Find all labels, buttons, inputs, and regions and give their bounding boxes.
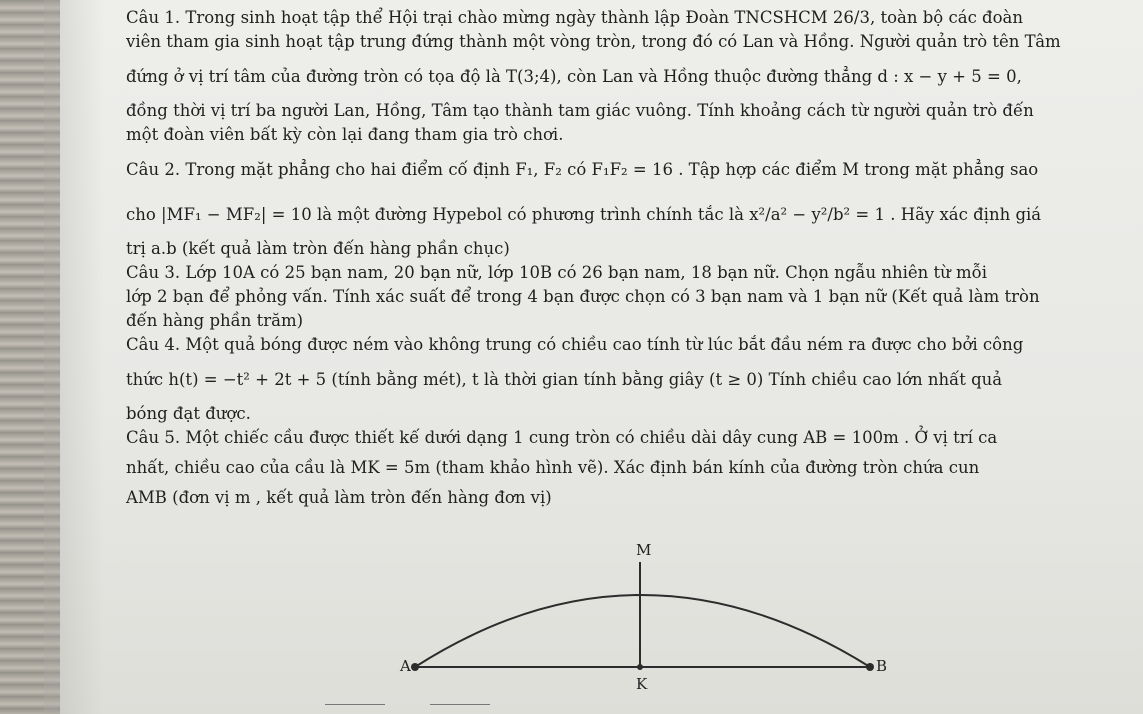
question-4-line-3: bóng đạt được.	[126, 404, 251, 423]
question-3-line-3: đến hàng phần trăm)	[126, 311, 304, 330]
bridge-arc-diagram	[360, 540, 920, 710]
question-2-line-2: cho |MF₁ − MF₂| = 10 là một đường Hypebol có phương trình chính tắc là x²/a² − y²/b² = 1 . Hãy xác định giá	[126, 205, 1042, 224]
label-b: B	[876, 657, 888, 675]
exercise-text	[126, 6, 1143, 510]
bottom-mark-left	[325, 704, 385, 705]
point-a	[411, 663, 419, 671]
page-left-edge-fade	[44, 0, 104, 714]
arc-amb	[415, 595, 870, 667]
question-2-line-1: Câu 2. Trong mặt phẳng cho hai điểm cố định F₁, F₂ có F₁F₂ = 16 . Tập hợp các điểm M trong mặt phẳng sao	[126, 160, 1039, 179]
label-k: K	[636, 675, 648, 693]
question-3-line-1: Câu 3. Lớp 10A có 25 bạn nam, 20 bạn nữ, lớp 10B có 26 bạn nam, 18 bạn nữ. Chọn ngẫu nhiên từ mỗi	[126, 263, 988, 282]
point-b	[866, 663, 874, 671]
question-4-line-2: thức h(t) = −t² + 2t + 5 (tính bằng mét), t là thời gian tính bằng giây (t ≥ 0) Tính chiều cao lớn nhất quả	[126, 370, 1003, 389]
question-5-line-1: Câu 5. Một chiếc cầu được thiết kế dưới dạng 1 cung tròn có chiều dài dây cung AB = 100m . Ở vị trí ca	[126, 428, 998, 447]
question-1-line-4: đồng thời vị trí ba người Lan, Hồng, Tâm tạo thành tam giác vuông. Tính khoảng cách từ người quản trò đến	[126, 101, 1034, 120]
bottom-mark-right	[430, 704, 490, 705]
label-a: A	[400, 657, 411, 675]
question-2-line-3: trị a.b (kết quả làm tròn đến hàng phần chục)	[126, 239, 510, 258]
question-5-line-2: nhất, chiều cao của cầu là MK = 5m (tham khảo hình vẽ). Xác định bán kính của đường tròn chứa cun	[126, 458, 980, 477]
question-4-line-1: Câu 4. Một quả bóng được ném vào không trung có chiều cao tính từ lúc bắt đầu ném ra được cho bởi công	[126, 335, 1024, 354]
question-1-line-3: đứng ở vị trí tâm của đường tròn có tọa độ là T(3;4), còn Lan và Hồng thuộc đường thẳng d : x − y + 5 = 0,	[126, 67, 1022, 86]
point-k	[637, 664, 643, 670]
question-1-line-5: một đoàn viên bất kỳ còn lại đang tham gia trò chơi.	[126, 125, 564, 144]
question-1-line-1: Câu 1. Trong sinh hoạt tập thể Hội trại chào mừng ngày thành lập Đoàn TNCSHCM 26/3, toàn bộ các đoàn	[126, 8, 1024, 27]
page-bottom-marks	[325, 704, 495, 712]
question-1-line-2: viên tham gia sinh hoạt tập trung đứng thành một vòng tròn, trong đó có Lan và Hồng. Người quản trò tên Tâm	[126, 32, 1061, 51]
question-5-line-3: AMB (đơn vị m , kết quả làm tròn đến hàng đơn vị)	[126, 488, 552, 507]
question-3-line-2: lớp 2 bạn để phỏng vấn. Tính xác suất để trong 4 bạn được chọn có 3 bạn nam và 1 bạn nữ (Kết quả làm tròn	[126, 287, 1040, 306]
label-m: M	[636, 541, 652, 559]
